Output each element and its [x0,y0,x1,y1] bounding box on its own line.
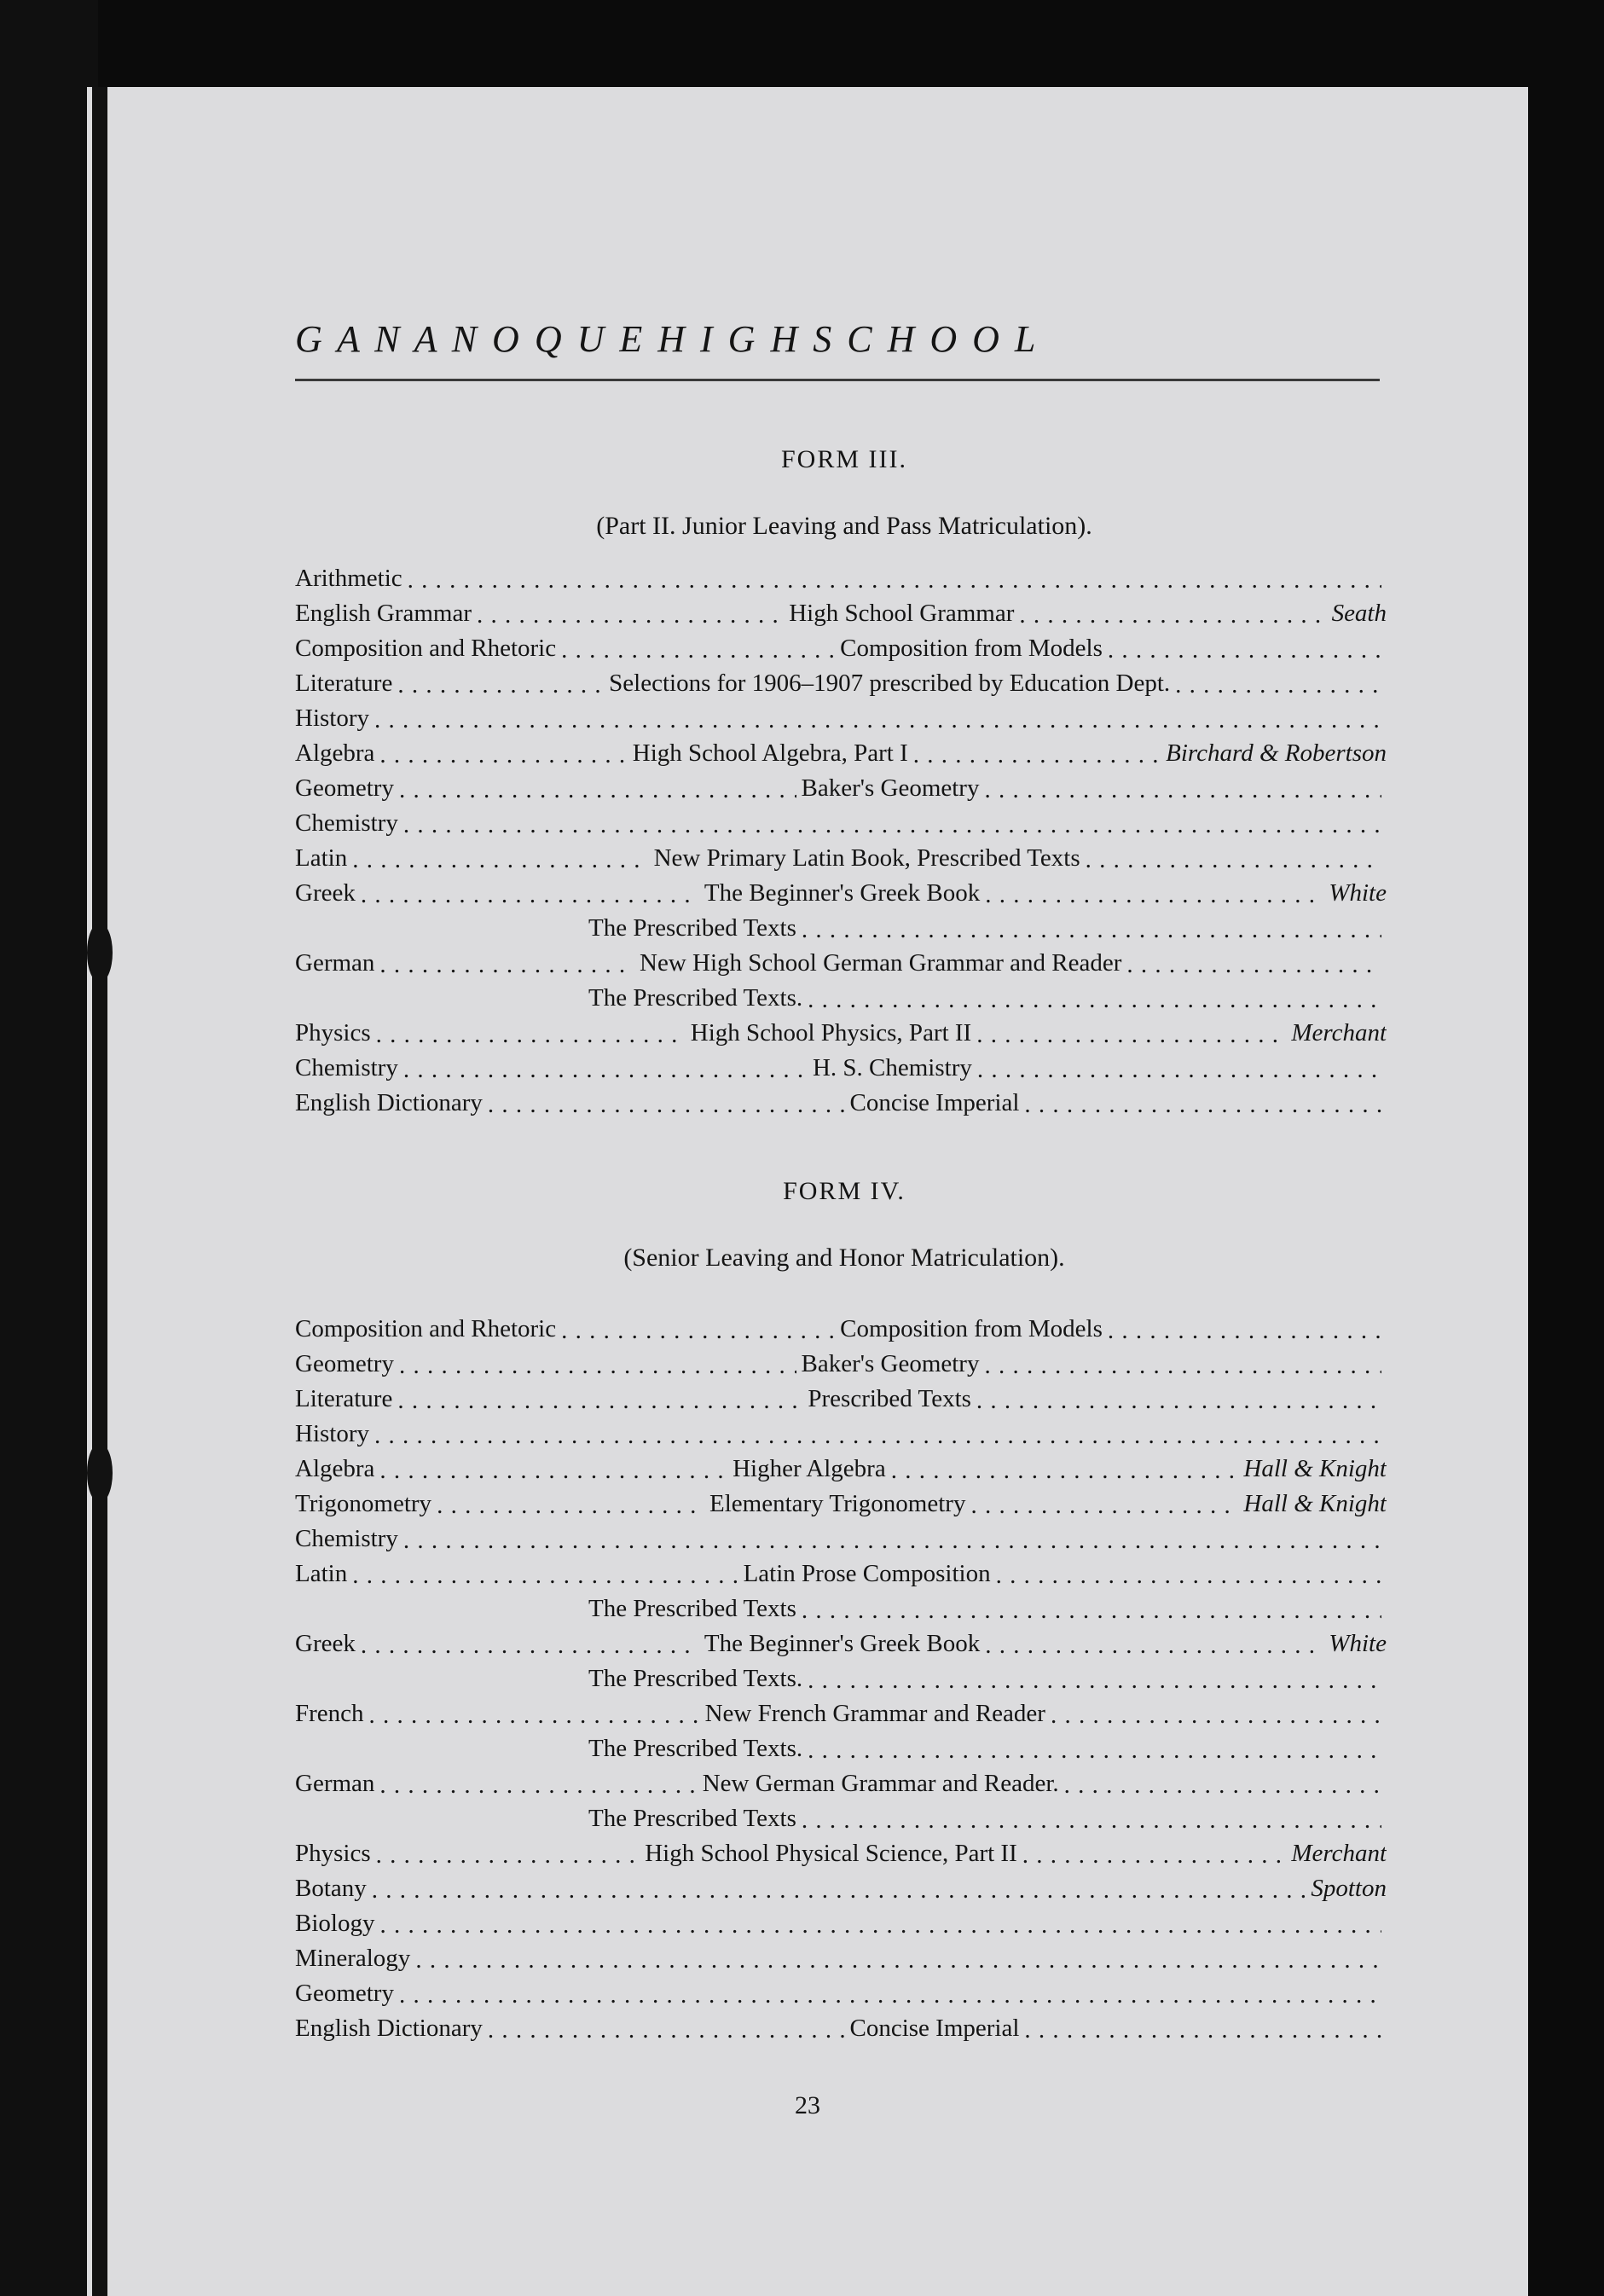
textbook-author: Seath [1331,600,1387,627]
textbook-title: Composition from Models [840,1315,1103,1342]
dot-leader [976,1387,1381,1414]
course-row [295,704,1387,739]
textbook-title: High School Physics, Part II [690,1019,972,1047]
dot-leader [374,706,1381,733]
textbook-title: The Prescribed Texts. [588,1735,803,1762]
subject-name: English Grammar [295,600,472,627]
textbook-title: New German Grammar and Reader. [702,1770,1059,1797]
subject-name: Arithmetic [295,565,402,592]
form4-course-list [295,1315,1387,2050]
binding-spine [92,87,107,2296]
subject-name: Greek [295,1630,356,1657]
textbook-author: Merchant [1291,1019,1387,1047]
course-row [295,809,1387,844]
course-row [295,1840,1387,1875]
course-row [295,879,1387,914]
dot-leader [376,1021,686,1048]
dot-leader [1108,636,1381,664]
header-rule [295,379,1380,381]
document-page [87,87,1528,2296]
dot-leader [1064,1771,1381,1799]
course-row [295,739,1387,774]
course-row [295,1054,1387,1089]
textbook-title: High School Physical Science, Part II [645,1840,1017,1867]
course-row [295,1805,1387,1840]
subject-name: Literature [295,670,393,697]
scan-background [0,0,98,2296]
dot-leader [437,1492,704,1519]
form3-subtitle: (Part II. Junior Leaving and Pass Matriculation). [596,512,1092,540]
textbook-author: Merchant [1291,1840,1387,1867]
textbook-author: Birchard & Robertson [1166,739,1387,767]
dot-leader [379,951,634,978]
subject-name: Biology [295,1910,375,1937]
dot-leader [891,1457,1239,1484]
dot-leader [403,1056,808,1083]
course-row [295,1875,1387,1910]
subject-name: English Dictionary [295,2015,483,2042]
subject-name: Algebra [295,1455,375,1482]
textbook-title: H. S. Chemistry [812,1054,972,1081]
subject-name: Latin [295,1560,348,1587]
subject-name: Chemistry [295,1525,398,1552]
subject-name: Composition and Rhetoric [295,635,557,662]
subject-name: English Dictionary [295,1089,483,1116]
course-row [295,1770,1387,1805]
dot-leader [808,1667,1381,1694]
textbook-author: Spotton [1311,1875,1387,1902]
dot-leader [1051,1702,1381,1729]
dot-leader [1086,846,1381,873]
textbook-title: Baker's Geometry [801,1350,980,1377]
dot-leader [415,1946,1381,1974]
binding-clip [87,1443,113,1503]
textbook-title: New Primary Latin Book, Prescribed Texts [653,844,1080,872]
textbook-title: New French Grammar and Reader [704,1700,1045,1727]
subject-name: Geometry [295,1980,394,2007]
dot-leader [1126,951,1381,978]
subject-name: Chemistry [295,809,398,837]
dot-leader [379,1911,1381,1939]
course-row [295,1420,1387,1455]
binding-clip [87,923,113,983]
course-row [295,984,1387,1019]
dot-leader [403,1527,1381,1554]
course-row [295,1315,1387,1350]
dot-leader [397,671,604,699]
form3-course-list [295,565,1387,1124]
page-number: 23 [795,2091,820,2119]
subject-name: Mineralogy [295,1945,411,1972]
textbook-title: The Beginner's Greek Book [704,879,981,907]
subject-name: Botany [295,1875,367,1902]
course-row [295,2015,1387,2050]
dot-leader [1022,1841,1287,1869]
course-row [295,1019,1387,1054]
textbook-title: Prescribed Texts [808,1385,971,1412]
dot-leader [374,1422,1381,1449]
textbook-title: The Prescribed Texts [588,1595,796,1622]
subject-name: Geometry [295,774,394,802]
textbook-title: The Prescribed Texts [588,914,796,942]
dot-leader [477,601,784,629]
course-row [295,635,1387,670]
dot-leader [996,1562,1381,1589]
course-row [295,1700,1387,1735]
textbook-title: Latin Prose Composition [743,1560,991,1587]
textbook-title: High School Grammar [789,600,1015,627]
subject-name: History [295,704,369,732]
dot-leader [361,1632,699,1659]
dot-leader [802,916,1381,943]
textbook-title: The Beginner's Greek Book [704,1630,981,1657]
course-row [295,774,1387,809]
dot-leader [913,741,1161,768]
subject-name: Physics [295,1840,371,1867]
subject-name: Physics [295,1019,371,1047]
course-row [295,670,1387,704]
dot-leader [352,1562,738,1589]
textbook-title: The Prescribed Texts. [588,1665,803,1692]
subject-name: French [295,1700,364,1727]
textbook-title: New High School German Grammar and Reader [640,949,1122,977]
dot-leader [488,2016,845,2044]
dot-leader [1024,1091,1381,1118]
textbook-title: Composition from Models [840,635,1103,662]
subject-name: Chemistry [295,1054,398,1081]
dot-leader [403,811,1381,838]
subject-name: Greek [295,879,356,907]
running-header: G A N A N O Q U E H I G H S C H O O L [295,318,1036,360]
textbook-title: Higher Algebra [733,1455,886,1482]
course-row [295,600,1387,635]
course-row [295,1980,1387,2015]
dot-leader [397,1387,802,1414]
textbook-title: The Prescribed Texts. [588,984,803,1012]
textbook-title: The Prescribed Texts [588,1805,796,1832]
course-row [295,1735,1387,1770]
dot-leader [369,1702,700,1729]
dot-leader [561,636,835,664]
dot-leader [802,1597,1381,1624]
subject-name: Trigonometry [295,1490,432,1517]
dot-leader [399,1352,796,1379]
dot-leader [399,776,796,803]
dot-leader [1024,2016,1381,2044]
textbook-author: White [1329,1630,1387,1657]
dot-leader [1019,601,1326,629]
course-row [295,844,1387,879]
textbook-title: Selections for 1906–1907 prescribed by Education Dept. [609,670,1171,697]
textbook-title: Baker's Geometry [801,774,980,802]
dot-leader [984,1352,1381,1379]
course-row [295,1665,1387,1700]
dot-leader [808,1736,1381,1764]
textbook-title: High School Algebra, Part I [632,739,908,767]
subject-name: Latin [295,844,348,872]
course-row [295,1595,1387,1630]
subject-name: Geometry [295,1350,394,1377]
dot-leader [379,1457,727,1484]
form4-title: FORM IV. [783,1177,906,1205]
dot-leader [379,1771,697,1799]
course-row [295,1630,1387,1665]
course-row [295,1455,1387,1490]
form3-title: FORM III. [780,445,907,473]
subject-name: German [295,1770,375,1797]
textbook-title: Elementary Trigonometry [709,1490,966,1517]
textbook-author: White [1329,879,1387,907]
course-row [295,1089,1387,1124]
course-row [295,914,1387,949]
dot-leader [808,986,1381,1013]
dot-leader [985,881,1323,908]
dot-leader [985,1632,1323,1659]
dot-leader [379,741,627,768]
dot-leader [977,1056,1381,1083]
dot-leader [361,881,699,908]
dot-leader [976,1021,1286,1048]
subject-name: Algebra [295,739,375,767]
dot-leader [376,1841,640,1869]
dot-leader [372,1876,1306,1904]
subject-name: German [295,949,375,977]
textbook-title: Concise Imperial [849,2015,1020,2042]
dot-leader [399,1981,1381,2009]
dot-leader [802,1806,1381,1834]
dot-leader [970,1492,1238,1519]
course-row [295,1490,1387,1525]
dot-leader [1108,1317,1381,1344]
dot-leader [488,1091,845,1118]
course-row [295,1945,1387,1980]
course-row [295,949,1387,984]
form4-subtitle: (Senior Leaving and Honor Matriculation). [623,1244,1065,1272]
course-row [295,1350,1387,1385]
dot-leader [352,846,648,873]
dot-leader [408,566,1381,594]
course-row [295,565,1387,600]
textbook-title: Concise Imperial [849,1089,1020,1116]
dot-leader [561,1317,835,1344]
course-row [295,1560,1387,1595]
dot-leader [984,776,1381,803]
subject-name: Literature [295,1385,393,1412]
subject-name: Composition and Rhetoric [295,1315,557,1342]
course-row [295,1385,1387,1420]
subject-name: History [295,1420,369,1447]
textbook-author: Hall & Knight [1243,1490,1387,1517]
course-row [295,1525,1387,1560]
dot-leader [1175,671,1381,699]
textbook-author: Hall & Knight [1243,1455,1387,1482]
course-row [295,1910,1387,1945]
